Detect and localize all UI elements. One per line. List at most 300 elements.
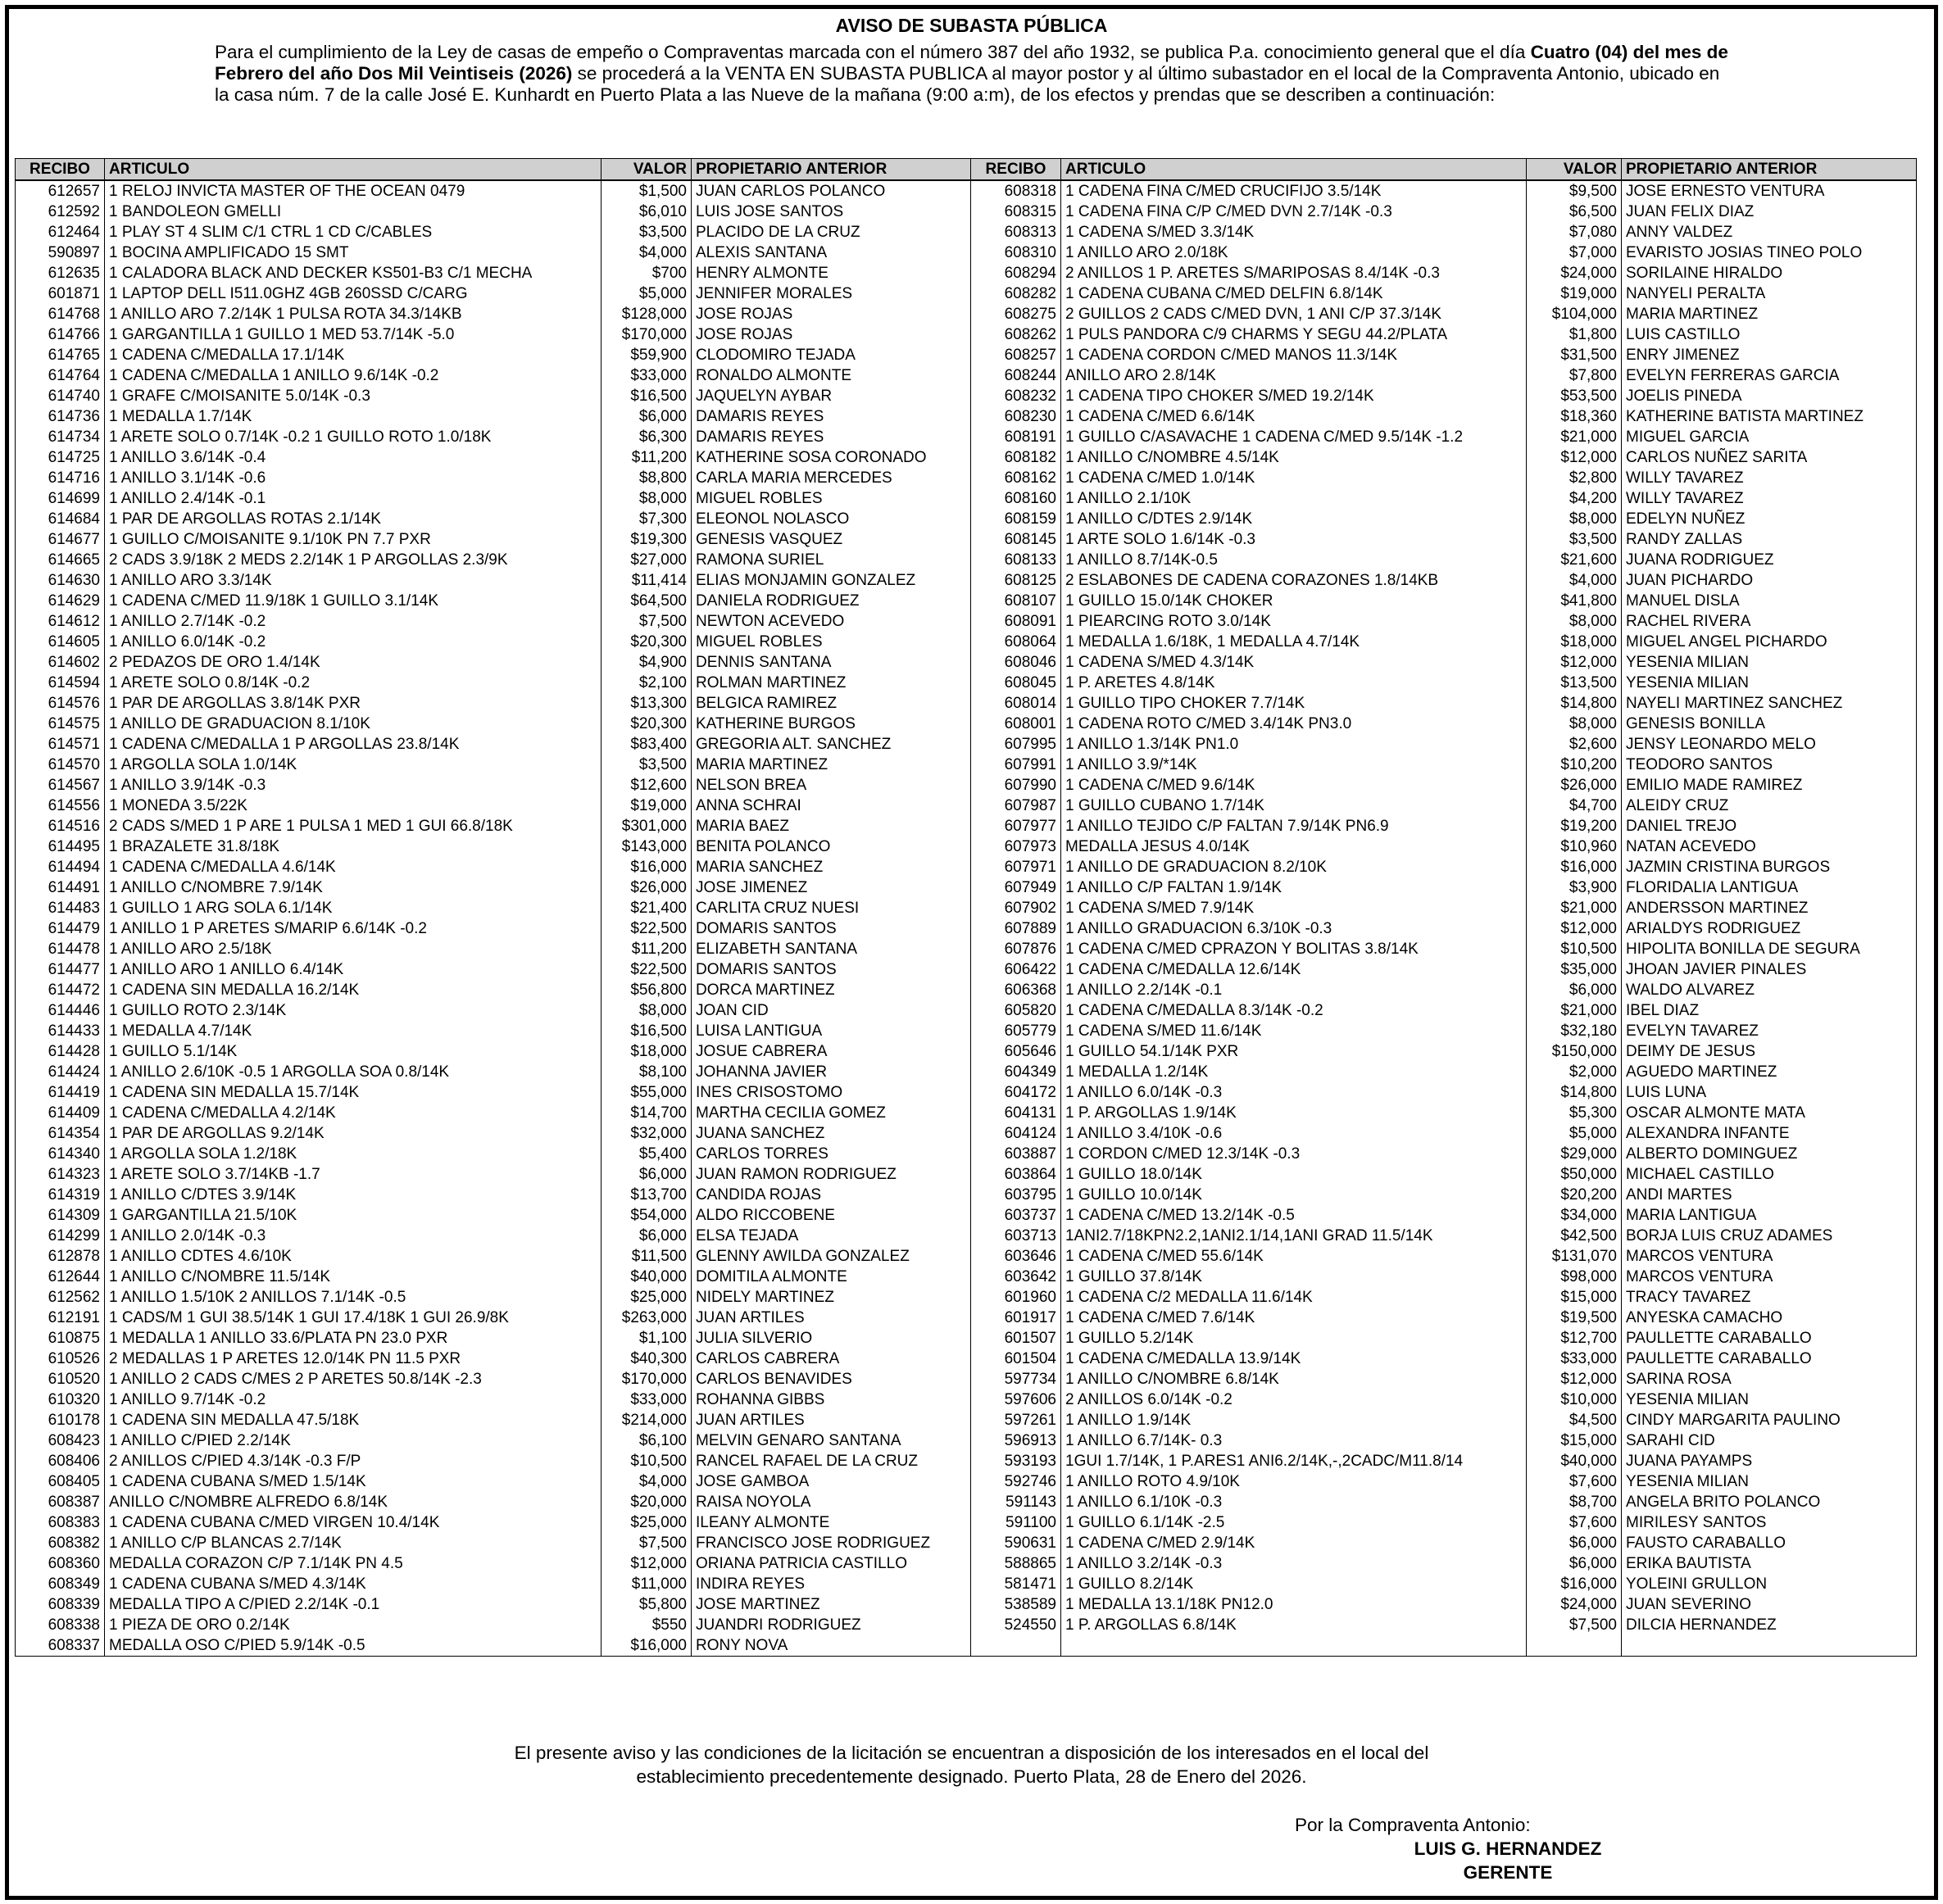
propietario-cell: ILEANY ALMONTE xyxy=(692,1512,971,1533)
propietario-cell: MARIA BAEZ xyxy=(692,816,971,836)
footer-line-2: establecimiento precedentemente designado. Puerto Plata, 28 de Enero del 2026. xyxy=(636,1766,1307,1787)
recibo-cell: 604172 xyxy=(971,1082,1061,1103)
table-row xyxy=(16,1389,1917,1410)
valor-cell: $5,300 xyxy=(1527,1103,1622,1123)
signature-by: Por la Compraventa Antonio: xyxy=(1295,1815,1531,1835)
propietario-cell: NATAN ACEVEDO xyxy=(1622,836,1917,857)
articulo-cell: 1 CADENA SIN MEDALLA 47.5/18K xyxy=(105,1410,602,1430)
articulo-cell: 1 ANILLO TEJIDO C/P FALTAN 7.9/14K PN6.9 xyxy=(1061,816,1527,836)
propietario-cell: DOMARIS SANTOS xyxy=(692,918,971,939)
recibo-cell: 614766 xyxy=(16,324,105,345)
valor-cell xyxy=(1527,1635,1622,1657)
articulo-cell: 1 GUILLO TIPO CHOKER 7.7/14K xyxy=(1061,693,1527,714)
recibo-cell: 597261 xyxy=(971,1410,1061,1430)
recibo-cell: 608191 xyxy=(971,427,1061,447)
recibo-cell: 608162 xyxy=(971,468,1061,488)
recibo-cell: 614594 xyxy=(16,673,105,693)
signature-role: GERENTE xyxy=(1463,1862,1553,1883)
valor-cell: $27,000 xyxy=(602,550,692,570)
articulo-cell: 1 PLAY ST 4 SLIM C/1 CTRL 1 CD C/CABLES xyxy=(105,222,602,243)
header-recibo-2: RECIBO xyxy=(971,159,1061,181)
recibo-cell: 601871 xyxy=(16,283,105,304)
recibo-cell: 614684 xyxy=(16,509,105,529)
valor-cell: $12,000 xyxy=(1527,652,1622,673)
valor-cell: $12,000 xyxy=(1527,447,1622,468)
valor-cell: $10,500 xyxy=(602,1451,692,1471)
valor-cell: $6,000 xyxy=(1527,980,1622,1000)
valor-cell: $16,500 xyxy=(602,386,692,406)
recibo-cell: 614446 xyxy=(16,1000,105,1021)
articulo-cell: 1 CADENA S/MED 7.9/14K xyxy=(1061,898,1527,918)
articulo-cell: 1 GUILLO 15.0/14K CHOKER xyxy=(1061,591,1527,611)
propietario-cell: DANIEL TREJO xyxy=(1622,816,1917,836)
propietario-cell: JUANA RODRIGUEZ xyxy=(1622,550,1917,570)
recibo-cell: 614768 xyxy=(16,304,105,324)
propietario-cell: WILLY TAVAREZ xyxy=(1622,468,1917,488)
propietario-cell: ALEXANDRA INFANTE xyxy=(1622,1123,1917,1144)
valor-cell: $6,000 xyxy=(602,1226,692,1246)
articulo-cell: 1 GUILLO ROTO 2.3/14K xyxy=(105,1000,602,1021)
valor-cell: $11,414 xyxy=(602,570,692,591)
articulo-cell: 1 ANILLO 3.1/14K -0.6 xyxy=(105,468,602,488)
propietario-cell: FAUSTO CARABALLO xyxy=(1622,1533,1917,1553)
recibo-cell: 614424 xyxy=(16,1062,105,1082)
articulo-cell: 1 ANILLO 1 P ARETES S/MARIP 6.6/14K -0.2 xyxy=(105,918,602,939)
propietario-cell: RAISA NOYOLA xyxy=(692,1492,971,1512)
propietario-cell: BENITA POLANCO xyxy=(692,836,971,857)
table-row xyxy=(16,816,1917,836)
valor-cell: $20,300 xyxy=(602,632,692,652)
propietario-cell: NANYELI PERALTA xyxy=(1622,283,1917,304)
valor-cell: $11,200 xyxy=(602,939,692,959)
recibo-cell: 614419 xyxy=(16,1082,105,1103)
table-row xyxy=(16,1185,1917,1205)
propietario-cell: TEODORO SANTOS xyxy=(1622,755,1917,775)
recibo-cell: 603642 xyxy=(971,1267,1061,1287)
articulo-cell: 1 ANILLO 3.9/14K -0.3 xyxy=(105,775,602,796)
table-row xyxy=(16,202,1917,222)
valor-cell: $104,000 xyxy=(1527,304,1622,324)
recibo-cell: 603713 xyxy=(971,1226,1061,1246)
articulo-cell: 1 PAR DE ARGOLLAS 9.2/14K xyxy=(105,1123,602,1144)
table-row xyxy=(16,1144,1917,1164)
propietario-cell: NEWTON ACEVEDO xyxy=(692,611,971,632)
propietario-cell: YOLEINI GRULLON xyxy=(1622,1574,1917,1594)
valor-cell: $26,000 xyxy=(602,877,692,898)
intro-text-1: Para el cumplimiento de la Ley de casas de empeño o Compraventas marcada con el número 387 del año 1932, se publica P.a. conocimiento general que el día xyxy=(215,42,1531,62)
recibo-cell: 614699 xyxy=(16,488,105,509)
valor-cell: $20,300 xyxy=(602,714,692,734)
articulo-cell: 1 ANILLO DE GRADUACION 8.2/10K xyxy=(1061,857,1527,877)
propietario-cell: AGUEDO MARTINEZ xyxy=(1622,1062,1917,1082)
table-row xyxy=(16,509,1917,529)
recibo-cell: 614765 xyxy=(16,345,105,365)
articulo-cell: 1 GUILLO 5.2/14K xyxy=(1061,1328,1527,1349)
recibo-cell: 608337 xyxy=(16,1635,105,1657)
table-row xyxy=(16,1041,1917,1062)
recibo-cell: 614323 xyxy=(16,1164,105,1185)
articulo-cell: 1 CORDON C/MED 12.3/14K -0.3 xyxy=(1061,1144,1527,1164)
recibo-cell: 581471 xyxy=(971,1574,1061,1594)
valor-cell: $20,000 xyxy=(602,1492,692,1512)
propietario-cell: FLORIDALIA LANTIGUA xyxy=(1622,877,1917,898)
table-row xyxy=(16,1246,1917,1267)
valor-cell: $21,000 xyxy=(1527,898,1622,918)
recibo-cell: 603864 xyxy=(971,1164,1061,1185)
table-row xyxy=(16,1471,1917,1492)
articulo-cell: 1 GUILLO 10.0/14K xyxy=(1061,1185,1527,1205)
valor-cell: $5,400 xyxy=(602,1144,692,1164)
table-row xyxy=(16,1123,1917,1144)
recibo-cell: 614576 xyxy=(16,693,105,714)
valor-cell: $25,000 xyxy=(602,1287,692,1308)
propietario-cell: CARLOS TORRES xyxy=(692,1144,971,1164)
table-row xyxy=(16,1369,1917,1389)
recibo-cell: 614472 xyxy=(16,980,105,1000)
recibo-cell: 614677 xyxy=(16,529,105,550)
valor-cell: $2,000 xyxy=(1527,1062,1622,1082)
intro-text-2: se procederá a la VENTA EN SUBASTA PUBLICA al mayor postor y al último subastador en el local de la Compraventa Antonio, ubicado en la casa núm. 7 de la calle José E. Kunhardt en Puerto Plata a las Nueve de la mañana (9:00 a:m), de los efectos y prendas que se describen a continuación: xyxy=(215,63,1720,105)
valor-cell: $40,000 xyxy=(602,1267,692,1287)
table-row xyxy=(16,386,1917,406)
valor-cell: $33,000 xyxy=(1527,1349,1622,1369)
propietario-cell: MELVIN GENARO SANTANA xyxy=(692,1430,971,1451)
articulo-cell: 1 ANILLO 2.7/14K -0.2 xyxy=(105,611,602,632)
propietario-cell: JENSY LEONARDO MELO xyxy=(1622,734,1917,755)
recibo-cell: 614428 xyxy=(16,1041,105,1062)
valor-cell: $170,000 xyxy=(602,1369,692,1389)
articulo-cell: 1 ANILLO ARO 1 ANILLO 6.4/14K xyxy=(105,959,602,980)
recibo-cell: 588865 xyxy=(971,1553,1061,1574)
valor-cell: $18,000 xyxy=(1527,632,1622,652)
table-row xyxy=(16,1349,1917,1369)
valor-cell: $214,000 xyxy=(602,1410,692,1430)
propietario-cell: BELGICA RAMIREZ xyxy=(692,693,971,714)
recibo-cell: 608360 xyxy=(16,1553,105,1574)
propietario-cell: MIRILESY SANTOS xyxy=(1622,1512,1917,1533)
valor-cell: $6,000 xyxy=(602,406,692,427)
propietario-cell: CARLOS CABRERA xyxy=(692,1349,971,1369)
recibo-cell: 601504 xyxy=(971,1349,1061,1369)
recibo-cell: 610178 xyxy=(16,1410,105,1430)
articulo-cell: 1 CADENA FINA C/P C/MED DVN 2.7/14K -0.3 xyxy=(1061,202,1527,222)
recibo-cell: 614764 xyxy=(16,365,105,386)
articulo-cell: 1 CADENA CUBANA C/MED DELFIN 6.8/14K xyxy=(1061,283,1527,304)
articulo-cell: 1 ANILLO C/NOMBRE 6.8/14K xyxy=(1061,1369,1527,1389)
valor-cell: $21,600 xyxy=(1527,550,1622,570)
articulo-cell: 1 ANILLO ARO 3.3/14K xyxy=(105,570,602,591)
table-row xyxy=(16,365,1917,386)
recibo-cell: 608182 xyxy=(971,447,1061,468)
table-row xyxy=(16,591,1917,611)
table-row xyxy=(16,755,1917,775)
articulo-cell: 1 CADENA C/MEDALLA 12.6/14K xyxy=(1061,959,1527,980)
articulo-cell: 1 CADENA C/MEDALLA 4.2/14K xyxy=(105,1103,602,1123)
table-row xyxy=(16,406,1917,427)
articulo-cell: 1 PAR DE ARGOLLAS ROTAS 2.1/14K xyxy=(105,509,602,529)
table-row xyxy=(16,734,1917,755)
header-articulo-2: ARTICULO xyxy=(1061,159,1527,181)
articulo-cell: 1 ANILLO 3.6/14K -0.4 xyxy=(105,447,602,468)
articulo-cell: 1 ANILLO 2.0/14K -0.3 xyxy=(105,1226,602,1246)
propietario-cell: GENESIS VASQUEZ xyxy=(692,529,971,550)
propietario-cell: DENNIS SANTANA xyxy=(692,652,971,673)
articulo-cell: 1 ARTE SOLO 1.6/14K -0.3 xyxy=(1061,529,1527,550)
table-row xyxy=(16,1512,1917,1533)
propietario-cell: EDELYN NUÑEZ xyxy=(1622,509,1917,529)
articulo-cell: 1 GUILLO 1 ARG SOLA 6.1/14K xyxy=(105,898,602,918)
recibo-cell: 614665 xyxy=(16,550,105,570)
propietario-cell: JUAN SEVERINO xyxy=(1622,1594,1917,1615)
propietario-cell: MARIA SANCHEZ xyxy=(692,857,971,877)
articulo-cell: 1 CADS/M 1 GUI 38.5/14K 1 GUI 17.4/18K 1 GUI 26.9/8K xyxy=(105,1308,602,1328)
articulo-cell: 1 ARETE SOLO 0.7/14K -0.2 1 GUILLO ROTO 1.0/18K xyxy=(105,427,602,447)
recibo-cell: 605779 xyxy=(971,1021,1061,1041)
articulo-cell: 1 ANILLO ROTO 4.9/10K xyxy=(1061,1471,1527,1492)
valor-cell: $7,300 xyxy=(602,509,692,529)
recibo-cell: 591143 xyxy=(971,1492,1061,1512)
recibo-cell: 608262 xyxy=(971,324,1061,345)
table-row xyxy=(16,550,1917,570)
recibo-cell: 604349 xyxy=(971,1062,1061,1082)
recibo-cell: 524550 xyxy=(971,1615,1061,1635)
propietario-cell: MARIA LANTIGUA xyxy=(1622,1205,1917,1226)
propietario-cell: ELIZABETH SANTANA xyxy=(692,939,971,959)
table-row xyxy=(16,877,1917,898)
articulo-cell: 1 ANILLO 6.1/10K -0.3 xyxy=(1061,1492,1527,1512)
propietario-cell: OSCAR ALMONTE MATA xyxy=(1622,1103,1917,1123)
propietario-cell: WILLY TAVAREZ xyxy=(1622,488,1917,509)
recibo-cell: 610320 xyxy=(16,1389,105,1410)
articulo-cell: 1 ANILLO 1.5/10K 2 ANILLOS 7.1/14K -0.5 xyxy=(105,1287,602,1308)
recibo-cell: 608160 xyxy=(971,488,1061,509)
valor-cell: $29,000 xyxy=(1527,1144,1622,1164)
articulo-cell: 1 CADENA ROTO C/MED 3.4/14K PN3.0 xyxy=(1061,714,1527,734)
articulo-cell: 1 ARETE SOLO 0.8/14K -0.2 xyxy=(105,673,602,693)
recibo-cell: 607876 xyxy=(971,939,1061,959)
recibo-cell: 603646 xyxy=(971,1246,1061,1267)
recibo-cell: 607990 xyxy=(971,775,1061,796)
valor-cell: $170,000 xyxy=(602,324,692,345)
valor-cell: $18,000 xyxy=(602,1041,692,1062)
valor-cell: $64,500 xyxy=(602,591,692,611)
recibo-cell: 610526 xyxy=(16,1349,105,1369)
valor-cell: $8,700 xyxy=(1527,1492,1622,1512)
table-row xyxy=(16,1635,1917,1657)
propietario-cell: CANDIDA ROJAS xyxy=(692,1185,971,1205)
valor-cell: $16,000 xyxy=(602,1635,692,1657)
articulo-cell: 1 CADENA SIN MEDALLA 15.7/14K xyxy=(105,1082,602,1103)
valor-cell: $14,800 xyxy=(1527,693,1622,714)
articulo-cell: 1 GUILLO 18.0/14K xyxy=(1061,1164,1527,1185)
valor-cell: $59,900 xyxy=(602,345,692,365)
propietario-cell: MARCOS VENTURA xyxy=(1622,1246,1917,1267)
articulo-cell: 2 ESLABONES DE CADENA CORAZONES 1.8/14KB xyxy=(1061,570,1527,591)
articulo-cell: 1 GARGANTILLA 1 GUILLO 1 MED 53.7/14K -5.0 xyxy=(105,324,602,345)
articulo-cell: 1 ANILLO ARO 2.5/18K xyxy=(105,939,602,959)
propietario-cell: JUAN ARTILES xyxy=(692,1308,971,1328)
valor-cell: $6,000 xyxy=(1527,1553,1622,1574)
articulo-cell: 1 MEDALLA 4.7/14K xyxy=(105,1021,602,1041)
signature-block xyxy=(1295,1813,1623,1884)
recibo-cell: 604124 xyxy=(971,1123,1061,1144)
valor-cell: $1,500 xyxy=(602,180,692,202)
recibo-cell: 614716 xyxy=(16,468,105,488)
propietario-cell: MIGUEL ROBLES xyxy=(692,632,971,652)
articulo-cell: MEDALLA TIPO A C/PIED 2.2/14K -0.1 xyxy=(105,1594,602,1615)
valor-cell: $31,500 xyxy=(1527,345,1622,365)
recibo-cell: 614483 xyxy=(16,898,105,918)
articulo-cell: 1 GUILLO 8.2/14K xyxy=(1061,1574,1527,1594)
recibo-cell: 608406 xyxy=(16,1451,105,1471)
table-row xyxy=(16,611,1917,632)
recibo-cell: 614602 xyxy=(16,652,105,673)
propietario-cell: YESENIA MILIAN xyxy=(1622,1471,1917,1492)
table-row xyxy=(16,1410,1917,1430)
articulo-cell: 1 CADENA C/2 MEDALLA 11.6/14K xyxy=(1061,1287,1527,1308)
articulo-cell: 2 MEDALLAS 1 P ARETES 12.0/14K PN 11.5 PXR xyxy=(105,1349,602,1369)
articulo-cell: 1 PIEZA DE ORO 0.2/14K xyxy=(105,1615,602,1635)
valor-cell: $24,000 xyxy=(1527,263,1622,283)
propietario-cell: ROLMAN MARTINEZ xyxy=(692,673,971,693)
propietario-cell: DANIELA RODRIGUEZ xyxy=(692,591,971,611)
valor-cell: $6,010 xyxy=(602,202,692,222)
propietario-cell: HENRY ALMONTE xyxy=(692,263,971,283)
table-row xyxy=(16,673,1917,693)
propietario-cell: ALEIDY CRUZ xyxy=(1622,796,1917,816)
propietario-cell: JAZMIN CRISTINA BURGOS xyxy=(1622,857,1917,877)
articulo-cell: 1 ANILLO C/DTES 3.9/14K xyxy=(105,1185,602,1205)
valor-cell: $16,500 xyxy=(602,1021,692,1041)
propietario-cell: CARLOS BENAVIDES xyxy=(692,1369,971,1389)
propietario-cell: ANDERSSON MARTINEZ xyxy=(1622,898,1917,918)
recibo-cell: 607995 xyxy=(971,734,1061,755)
valor-cell: $301,000 xyxy=(602,816,692,836)
propietario-cell: MARIA MARTINEZ xyxy=(692,755,971,775)
table-row xyxy=(16,775,1917,796)
propietario-cell: JUANDRI RODRIGUEZ xyxy=(692,1615,971,1635)
valor-cell: $8,100 xyxy=(602,1062,692,1082)
valor-cell: $128,000 xyxy=(602,304,692,324)
propietario-cell: ALDO RICCOBENE xyxy=(692,1205,971,1226)
propietario-cell: ELIAS MONJAMIN GONZALEZ xyxy=(692,570,971,591)
recibo-cell: 605646 xyxy=(971,1041,1061,1062)
propietario-cell: SORILAINE HIRALDO xyxy=(1622,263,1917,283)
valor-cell: $54,000 xyxy=(602,1205,692,1226)
valor-cell: $6,500 xyxy=(1527,202,1622,222)
recibo-cell: 614740 xyxy=(16,386,105,406)
recibo-cell: 608107 xyxy=(971,591,1061,611)
valor-cell: $6,300 xyxy=(602,427,692,447)
propietario-cell: EMILIO MADE RAMIREZ xyxy=(1622,775,1917,796)
table-row xyxy=(16,1205,1917,1226)
recibo-cell: 608294 xyxy=(971,263,1061,283)
articulo-cell: 1 ANILLO 2.1/10K xyxy=(1061,488,1527,509)
table-row xyxy=(16,468,1917,488)
recibo-cell: 614605 xyxy=(16,632,105,652)
recibo-cell: 608282 xyxy=(971,283,1061,304)
valor-cell: $33,000 xyxy=(602,1389,692,1410)
propietario-cell: ORIANA PATRICIA CASTILLO xyxy=(692,1553,971,1574)
recibo-cell: 612562 xyxy=(16,1287,105,1308)
valor-cell: $24,000 xyxy=(1527,1594,1622,1615)
articulo-cell: 1 GUILLO 54.1/14K PXR xyxy=(1061,1041,1527,1062)
articulo-cell: 2 ANILLOS C/PIED 4.3/14K -0.3 F/P xyxy=(105,1451,602,1471)
articulo-cell: 1 CADENA S/MED 3.3/14K xyxy=(1061,222,1527,243)
recibo-cell: 605820 xyxy=(971,1000,1061,1021)
recibo-cell: 614299 xyxy=(16,1226,105,1246)
valor-cell: $55,000 xyxy=(602,1082,692,1103)
propietario-cell: KATHERINE SOSA CORONADO xyxy=(692,447,971,468)
table-row xyxy=(16,570,1917,591)
valor-cell: $22,500 xyxy=(602,959,692,980)
recibo-cell: 614354 xyxy=(16,1123,105,1144)
propietario-cell: JHOAN JAVIER PINALES xyxy=(1622,959,1917,980)
valor-cell: $2,600 xyxy=(1527,734,1622,755)
recibo-cell: 614494 xyxy=(16,857,105,877)
articulo-cell: 1 GRAFE C/MOISANITE 5.0/14K -0.3 xyxy=(105,386,602,406)
propietario-cell: JOSE ERNESTO VENTURA xyxy=(1622,180,1917,202)
propietario-cell: CARLA MARIA MERCEDES xyxy=(692,468,971,488)
propietario-cell: ALBERTO DOMINGUEZ xyxy=(1622,1144,1917,1164)
articulo-cell: 1 CADENA CUBANA C/MED VIRGEN 10.4/14K xyxy=(105,1512,602,1533)
articulo-cell: 2 CADS S/MED 1 P ARE 1 PULSA 1 MED 1 GUI 66.8/18K xyxy=(105,816,602,836)
recibo-cell: 608318 xyxy=(971,180,1061,202)
valor-cell: $143,000 xyxy=(602,836,692,857)
articulo-cell: 1 MEDALLA 1 ANILLO 33.6/PLATA PN 23.0 PXR xyxy=(105,1328,602,1349)
articulo-cell: 1 P. ARGOLLAS 1.9/14K xyxy=(1061,1103,1527,1123)
table-row xyxy=(16,1103,1917,1123)
propietario-cell: FRANCISCO JOSE RODRIGUEZ xyxy=(692,1533,971,1553)
recibo-cell: 608159 xyxy=(971,509,1061,529)
articulo-cell: 1 ARGOLLA SOLA 1.2/18K xyxy=(105,1144,602,1164)
valor-cell: $3,500 xyxy=(602,222,692,243)
table-row xyxy=(16,1574,1917,1594)
propietario-cell: RANDY ZALLAS xyxy=(1622,529,1917,550)
articulo-cell: 1 CADENA CORDON C/MED MANOS 11.3/14K xyxy=(1061,345,1527,365)
articulo-cell: 1 CADENA CUBANA S/MED 4.3/14K xyxy=(105,1574,602,1594)
recibo-cell: 590631 xyxy=(971,1533,1061,1553)
valor-cell: $10,200 xyxy=(1527,755,1622,775)
propietario-cell: ANNA SCHRAI xyxy=(692,796,971,816)
valor-cell: $98,000 xyxy=(1527,1267,1622,1287)
articulo-cell: 1 ANILLO 2.2/14K -0.1 xyxy=(1061,980,1527,1000)
auction-items-table xyxy=(15,158,1917,1657)
propietario-cell: MARCOS VENTURA xyxy=(1622,1267,1917,1287)
valor-cell: $7,500 xyxy=(602,1533,692,1553)
propietario-cell: YESENIA MILIAN xyxy=(1622,1389,1917,1410)
propietario-cell: JUAN RAMON RODRIGUEZ xyxy=(692,1164,971,1185)
recibo-cell: 614556 xyxy=(16,796,105,816)
table-row xyxy=(16,1533,1917,1553)
articulo-cell: 2 GUILLOS 2 CADS C/MED DVN, 1 ANI C/P 37.3/14K xyxy=(1061,304,1527,324)
valor-cell: $4,000 xyxy=(602,1471,692,1492)
table-row xyxy=(16,1615,1917,1635)
articulo-cell: 1 CADENA C/MED 1.0/14K xyxy=(1061,468,1527,488)
valor-cell: $16,000 xyxy=(1527,857,1622,877)
table-row xyxy=(16,488,1917,509)
recibo-cell: 608001 xyxy=(971,714,1061,734)
propietario-cell: JUAN FELIX DIAZ xyxy=(1622,202,1917,222)
articulo-cell: 1 ANILLO C/NOMBRE 7.9/14K xyxy=(105,877,602,898)
valor-cell: $7,000 xyxy=(1527,243,1622,263)
recibo-cell: 614478 xyxy=(16,939,105,959)
articulo-cell: MEDALLA CORAZON C/P 7.1/14K PN 4.5 xyxy=(105,1553,602,1574)
table-row xyxy=(16,1430,1917,1451)
propietario-cell: DORCA MARTINEZ xyxy=(692,980,971,1000)
recibo-cell: 604131 xyxy=(971,1103,1061,1123)
table-row xyxy=(16,1021,1917,1041)
